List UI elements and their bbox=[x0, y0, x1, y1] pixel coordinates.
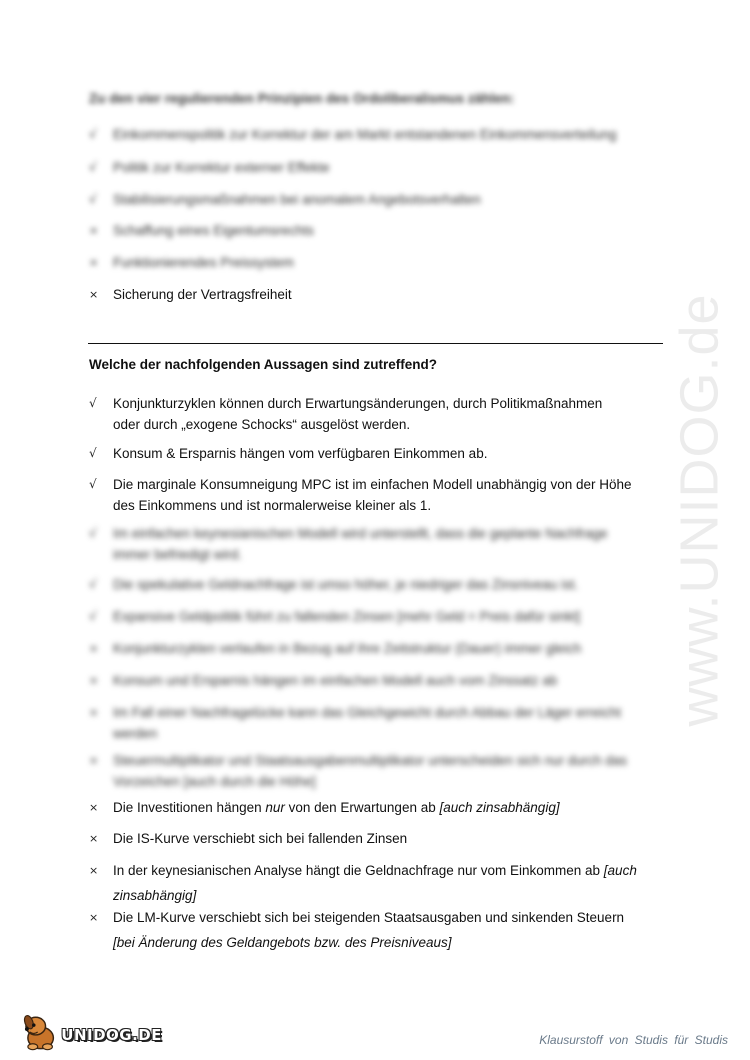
item-text: Stabilisierungsmaßnahmen bei anomalem Angebotsverhalten bbox=[113, 192, 481, 207]
cross-mark-icon: × bbox=[89, 642, 99, 655]
check-mark-icon: √ bbox=[89, 477, 97, 491]
item-text: zinsabhängig] bbox=[113, 888, 197, 903]
section1-item bbox=[89, 189, 649, 210]
section2-item bbox=[89, 702, 649, 744]
section2-item bbox=[89, 523, 649, 565]
section2-item bbox=[89, 474, 649, 516]
item-text: Konjunkturzyklen können durch Erwartungsänderungen, durch Politikmaßnahmen bbox=[113, 396, 603, 411]
item-text: Im Fall einer Nachfragelücke kann das Gleichgewicht durch Abbau der Läger erreicht bbox=[113, 705, 622, 720]
cross-mark-icon: × bbox=[89, 674, 99, 687]
section2-item bbox=[89, 860, 649, 906]
section2-item bbox=[89, 797, 649, 818]
check-mark-icon: √ bbox=[89, 192, 97, 206]
cross-mark-icon: × bbox=[89, 801, 99, 814]
item-text: Die LM-Kurve verschiebt sich bei steigenden Staatsausgaben und sinkenden Steuern bbox=[113, 910, 625, 925]
item-text: Expansive Geldpolitik führt zu fallenden Zinsen [mehr Geld = Preis dafür sinkt] bbox=[113, 609, 581, 624]
item-text: Politik zur Korrektur externer Effekte bbox=[113, 160, 330, 175]
check-mark-icon: √ bbox=[89, 446, 97, 460]
check-mark-icon: √ bbox=[89, 127, 97, 141]
cross-mark-icon: × bbox=[89, 288, 99, 301]
section1-heading: Zu den vier regulierenden Prinzipien des Ordoliberalismus zählen: bbox=[89, 91, 515, 106]
section1-item bbox=[89, 124, 649, 145]
check-mark-icon: √ bbox=[89, 396, 97, 410]
item-text: Im einfachen keynesianischen Modell wird unterstellt, dass die geplante Nachfrage bbox=[113, 526, 608, 541]
item-text: Konsum & Ersparnis hängen vom verfügbaren Einkommen ab. bbox=[113, 446, 488, 461]
section2-item bbox=[89, 393, 649, 435]
watermark-text: www.UNIDOG.de bbox=[670, 293, 730, 727]
check-mark-icon: √ bbox=[89, 577, 97, 591]
watermark bbox=[640, 280, 750, 740]
section2-item bbox=[89, 638, 649, 659]
section2-item bbox=[89, 670, 649, 691]
cross-mark-icon: × bbox=[89, 832, 99, 845]
item-text: Konjunkturzyklen verlaufen in Bezug auf ihre Zeitstruktur (Dauer) immer gleich bbox=[113, 641, 582, 656]
section2-item bbox=[89, 750, 649, 792]
check-mark-icon: √ bbox=[89, 160, 97, 174]
section2-item bbox=[89, 907, 649, 953]
section-divider bbox=[88, 343, 663, 344]
section2-item bbox=[89, 606, 649, 627]
item-text: werden bbox=[113, 726, 158, 741]
check-mark-icon: √ bbox=[89, 526, 97, 540]
cross-mark-icon: × bbox=[89, 754, 99, 767]
item-text: Einkommenspolitik zur Korrektur der am Markt entstandenen Einkommensverteilung bbox=[113, 127, 617, 142]
item-text: Konsum und Ersparnis hängen im einfachen Modell auch vom Zinssatz ab bbox=[113, 673, 558, 688]
item-text: Steuermultiplikator und Staatsausgabenmultiplikator unterscheiden sich nur durch das bbox=[113, 753, 628, 768]
cross-mark-icon: × bbox=[89, 256, 99, 269]
section2-item bbox=[89, 828, 649, 849]
item-text: immer befriedigt wird. bbox=[113, 547, 243, 562]
item-text: [bei Änderung des Geldangebots bzw. des Preisniveaus] bbox=[113, 935, 452, 950]
section2-heading: Welche der nachfolgenden Aussagen sind zutreffend? bbox=[89, 357, 438, 372]
item-text: Sicherung der Vertragsfreiheit bbox=[113, 287, 292, 302]
cross-mark-icon: × bbox=[89, 864, 99, 877]
cross-mark-icon: × bbox=[89, 706, 99, 719]
item-text: Funktionierendes Preissystem bbox=[113, 255, 294, 270]
section1-item bbox=[89, 220, 649, 241]
item-text: Die Investitionen hängen nur von den Erwartungen ab [auch zinsabhängig] bbox=[113, 800, 560, 815]
item-text: Schaffung eines Eigentumsrechts bbox=[113, 223, 314, 238]
section2-item bbox=[89, 574, 649, 595]
dog-icon bbox=[22, 1012, 59, 1052]
item-text: Die marginale Konsumneigung MPC ist im einfachen Modell unabhängig von der Höhe bbox=[113, 477, 632, 492]
unidog-logo[interactable] bbox=[22, 1012, 162, 1052]
item-text: Vorzeichen [auch durch die Höhe] bbox=[113, 774, 316, 789]
logo-text: UNIDOG.DE bbox=[61, 1026, 162, 1044]
check-mark-icon: √ bbox=[89, 609, 97, 623]
item-text: Die IS-Kurve verschiebt sich bei fallenden Zinsen bbox=[113, 831, 408, 846]
item-text: oder durch „exogene Schocks“ ausgelöst werden. bbox=[113, 417, 411, 432]
footer-tagline: Klausurstoff von Studis für Studis bbox=[539, 1033, 728, 1047]
section2-item bbox=[89, 443, 649, 464]
item-text: In der keynesianischen Analyse hängt die Geldnachfrage nur vom Einkommen ab [auch bbox=[113, 863, 637, 878]
section1-item bbox=[89, 284, 649, 305]
item-text: Die spekulative Geldnachfrage ist umso höher, je niedriger das Zinsniveau ist. bbox=[113, 577, 579, 592]
section1-item bbox=[89, 252, 649, 273]
cross-mark-icon: × bbox=[89, 911, 99, 924]
cross-mark-icon: × bbox=[89, 224, 99, 237]
section1-item bbox=[89, 157, 649, 178]
item-text: des Einkommens und ist normalerweise kleiner als 1. bbox=[113, 498, 432, 513]
